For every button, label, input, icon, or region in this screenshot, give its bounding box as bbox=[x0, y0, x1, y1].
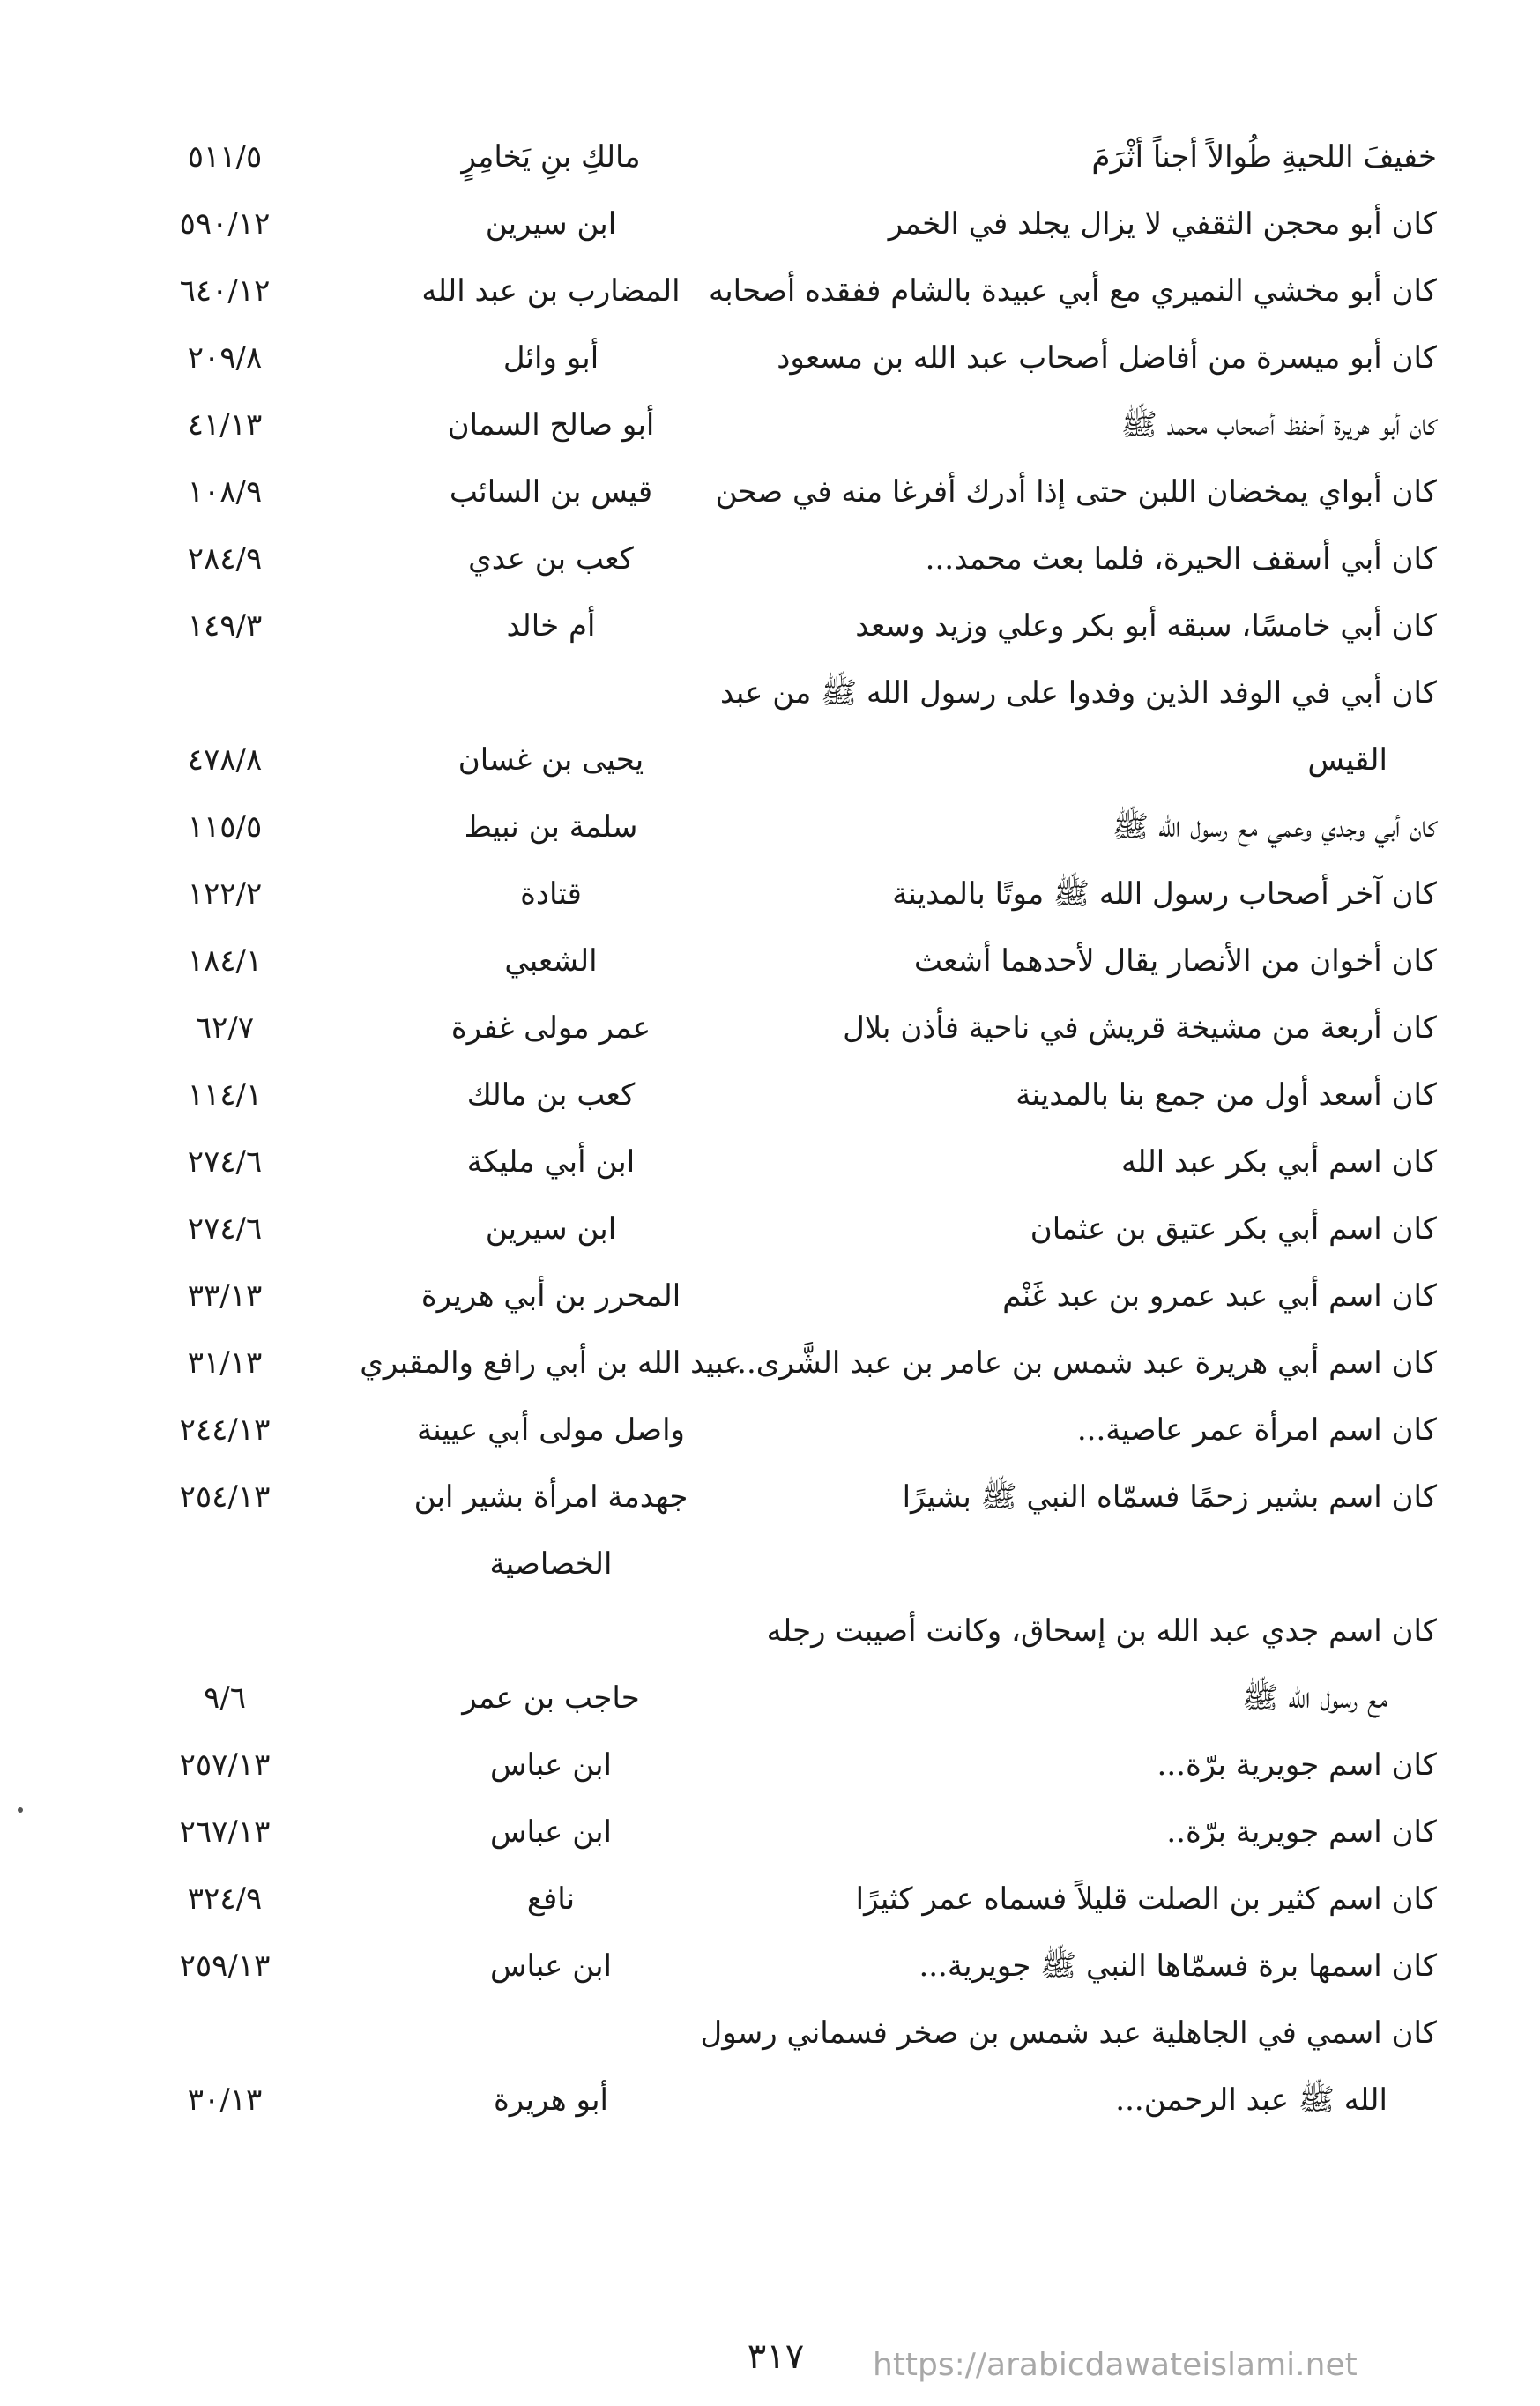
hadith-text: كان اسم جويرية برّة.. bbox=[1166, 1814, 1437, 1850]
narrator-name: سلمة بن نبيط bbox=[464, 809, 638, 845]
hadith-text: كان اسمي في الجاهلية عبد شمس بن صخر فسماني رسول bbox=[700, 2015, 1437, 2051]
hadith-text: كان أبو ميسرة من أفاضل أصحاب عبد الله بن مسعود bbox=[777, 340, 1437, 376]
volume-page-ref: ١٨٤/١ bbox=[187, 943, 263, 979]
narrator-name: قيس بن السائب bbox=[449, 474, 653, 510]
narrator-name: كعب بن عدي bbox=[468, 541, 634, 577]
narrator-line: الخصاصية bbox=[489, 1546, 613, 1582]
index-row bbox=[132, 257, 1437, 324]
hadith-text: كان أخوان من الأنصار يقال لأحدهما أشعث bbox=[913, 943, 1437, 979]
volume-page-ref: ٢٥٩/١٣ bbox=[179, 1948, 271, 1984]
hadith-text: كان اسم جويرية برّة... bbox=[1157, 1747, 1437, 1783]
volume-page-ref: ٣٢٤/٩ bbox=[187, 1881, 263, 1917]
narrator-name: عمر مولى غفرة bbox=[450, 1010, 651, 1046]
hadith-text: كان آخر أصحاب رسول الله ﷺ موتًا بالمدينة bbox=[892, 876, 1437, 912]
watermark-url: https://arabicdawateislami.net bbox=[873, 2347, 1358, 2383]
volume-page-ref: ٥١١/٥ bbox=[187, 139, 263, 175]
hadith-text: كان أسعد أول من جمع بنا بالمدينة bbox=[1016, 1077, 1437, 1113]
hadith-text: كان اسم أبي بكر عبد الله bbox=[1120, 1144, 1437, 1180]
volume-page-ref: ٦٤٠/١٢ bbox=[179, 273, 271, 309]
narrator-name bbox=[353, 1464, 749, 1598]
index-row bbox=[132, 1799, 1437, 1866]
hadith-text: كان أبي وجدي وعمي مع رسول الله ﷺ bbox=[1112, 809, 1437, 845]
index-row bbox=[132, 525, 1437, 592]
hadith-text: كان اسمها برة فسمّاها النبي ﷺ جويرية... bbox=[919, 1948, 1437, 1984]
hadith-text: الله ﷺ عبد الرحمن... bbox=[1115, 2082, 1387, 2118]
narrator-line: جهدمة امرأة بشير ابن bbox=[413, 1479, 688, 1515]
page-number: ٣١٧ bbox=[747, 2336, 805, 2377]
hadith-text: كان أبي في الوفد الذين وفدوا على رسول الله ﷺ من عبد bbox=[720, 675, 1437, 711]
index-row bbox=[132, 2000, 1437, 2134]
volume-page-ref: ٢٥٧/١٣ bbox=[179, 1747, 271, 1783]
volume-page-ref: ٩/٦ bbox=[204, 1680, 246, 1716]
volume-page-ref: ٢٠٩/٨ bbox=[187, 340, 263, 376]
index-row bbox=[132, 1866, 1437, 1933]
index-row bbox=[132, 1732, 1437, 1799]
volume-page-ref: ٢٤٤/١٣ bbox=[179, 1412, 271, 1448]
narrator-name: واصل مولى أبي عيينة bbox=[417, 1412, 685, 1448]
index-row bbox=[132, 1330, 1437, 1397]
narrator-name: يحيى بن غسان bbox=[458, 742, 644, 778]
volume-page-ref: ٢٧٤/٦ bbox=[187, 1144, 263, 1180]
index-row bbox=[132, 1129, 1437, 1196]
index-row bbox=[132, 190, 1437, 257]
narrator-name: أبو وائل bbox=[502, 340, 599, 376]
volume-page-ref: ٢٧٤/٦ bbox=[187, 1211, 263, 1247]
narrator-name: قتادة bbox=[520, 876, 582, 912]
index-row bbox=[132, 793, 1437, 860]
narrator-name: ابن عباس bbox=[489, 1747, 612, 1783]
hadith-text: مع رسول الله ﷺ bbox=[1242, 1680, 1387, 1716]
hadith-text: كان أبو هريرة أحفظ أصحاب محمد ﷺ bbox=[1120, 407, 1437, 443]
volume-page-ref: ٣٣/١٣ bbox=[187, 1278, 263, 1314]
narrator-name: أبو صالح السمان bbox=[447, 407, 655, 443]
volume-page-ref: ٣١/١٣ bbox=[187, 1345, 263, 1381]
narrator-name: كعب بن مالك bbox=[466, 1077, 636, 1113]
volume-page-ref: ٢٨٤/٩ bbox=[187, 541, 263, 577]
hadith-text: كان اسم أبي هريرة عبد شمس بن عامر بن عبد الشَّرى... bbox=[727, 1345, 1437, 1381]
narrator-name: نافع bbox=[526, 1881, 576, 1917]
index-row bbox=[132, 1464, 1437, 1598]
index-row bbox=[132, 1263, 1437, 1330]
hadith-index-table bbox=[132, 123, 1437, 2134]
hadith-text: خفيفَ اللحيةِ طُوالاً أجناً أثْرَمَ bbox=[1091, 139, 1437, 175]
volume-page-ref: ١٠٨/٩ bbox=[187, 474, 263, 510]
volume-page-ref: ١١٥/٥ bbox=[187, 809, 263, 845]
hadith-text: القيس bbox=[1307, 742, 1387, 778]
narrator-name: ابن أبي مليكة bbox=[466, 1144, 636, 1180]
index-row bbox=[132, 1598, 1437, 1732]
narrator-name: أبو هريرة bbox=[493, 2082, 608, 2118]
hadith-text: كان أبي أسقف الحيرة، فلما بعث محمد... bbox=[925, 541, 1437, 577]
narrator-name: حاجب بن عمر bbox=[462, 1680, 640, 1716]
volume-page-ref: ٦٢/٧ bbox=[195, 1010, 255, 1046]
narrator-name: ابن عباس bbox=[489, 1814, 612, 1850]
hadith-text: كان اسم أبي عبد عمرو بن عبد غَنْم bbox=[1002, 1278, 1437, 1314]
hadith-text: كان أبو مخشي النميري مع أبي عبيدة بالشام ففقده أصحابه bbox=[708, 273, 1437, 309]
index-row bbox=[132, 123, 1437, 190]
narrator-name: مالكِ بنِ يَخامِرٍ bbox=[461, 139, 641, 175]
index-row bbox=[132, 324, 1437, 391]
index-row bbox=[132, 1397, 1437, 1464]
margin-speck bbox=[18, 1807, 23, 1813]
volume-page-ref: ٥٩٠/١٢ bbox=[179, 206, 271, 242]
index-row bbox=[132, 927, 1437, 994]
narrator-name: ابن سيرين bbox=[485, 206, 617, 242]
hadith-text: كان أربعة من مشيخة قريش في ناحية فأذن بلال bbox=[843, 1010, 1437, 1046]
index-row bbox=[132, 1196, 1437, 1263]
volume-page-ref: ١١٤/١ bbox=[187, 1077, 263, 1113]
narrator-name: عبيد الله بن أبي رافع والمقبري bbox=[360, 1345, 742, 1381]
volume-page-ref: ١٢٢/٢ bbox=[187, 876, 263, 912]
narrator-name: ابن عباس bbox=[489, 1948, 612, 1984]
index-row bbox=[132, 391, 1437, 458]
hadith-text: كان اسم امرأة عمر عاصية... bbox=[1076, 1412, 1437, 1448]
volume-page-ref: ٤١/١٣ bbox=[187, 407, 263, 443]
narrator-name: الشعبي bbox=[504, 943, 598, 979]
volume-page-ref: ٣٠/١٣ bbox=[187, 2082, 263, 2118]
index-row bbox=[132, 659, 1437, 793]
volume-page-ref: ١٤٩/٣ bbox=[187, 608, 263, 644]
narrator-name: المحرر بن أبي هريرة bbox=[420, 1278, 681, 1314]
hadith-text: كان اسم جدي عبد الله بن إسحاق، وكانت أصيبت رجله bbox=[766, 1613, 1437, 1649]
volume-page-ref: ٢٦٧/١٣ bbox=[179, 1814, 271, 1850]
hadith-text: كان اسم أبي بكر عتيق بن عثمان bbox=[1030, 1211, 1437, 1247]
hadith-text: كان أبواي يمخضان اللبن حتى إذا أدرك أفرغا منه في صحن bbox=[715, 474, 1437, 510]
index-row bbox=[132, 994, 1437, 1061]
narrator-name: ابن سيرين bbox=[485, 1211, 617, 1247]
index-row bbox=[132, 592, 1437, 659]
index-row bbox=[132, 860, 1437, 927]
index-row bbox=[132, 458, 1437, 525]
hadith-text: كان اسم كثير بن الصلت قليلاً فسماه عمر كثيرًا bbox=[855, 1881, 1437, 1917]
hadith-text: كان أبي خامسًا، سبقه أبو بكر وعلي وزيد وسعد bbox=[855, 608, 1437, 644]
volume-page-ref: ٤٧٨/٨ bbox=[187, 742, 263, 778]
index-row bbox=[132, 1061, 1437, 1129]
index-row bbox=[132, 1933, 1437, 2000]
volume-page-ref: ٢٥٤/١٣ bbox=[179, 1479, 271, 1515]
narrator-name: أم خالد bbox=[506, 608, 596, 644]
narrator-name: المضارب بن عبد الله bbox=[421, 273, 681, 309]
hadith-text: كان أبو محجن الثقفي لا يزال يجلد في الخمر bbox=[888, 206, 1437, 242]
hadith-text: كان اسم بشير زحمًا فسمّاه النبي ﷺ بشيرًا bbox=[902, 1479, 1437, 1515]
